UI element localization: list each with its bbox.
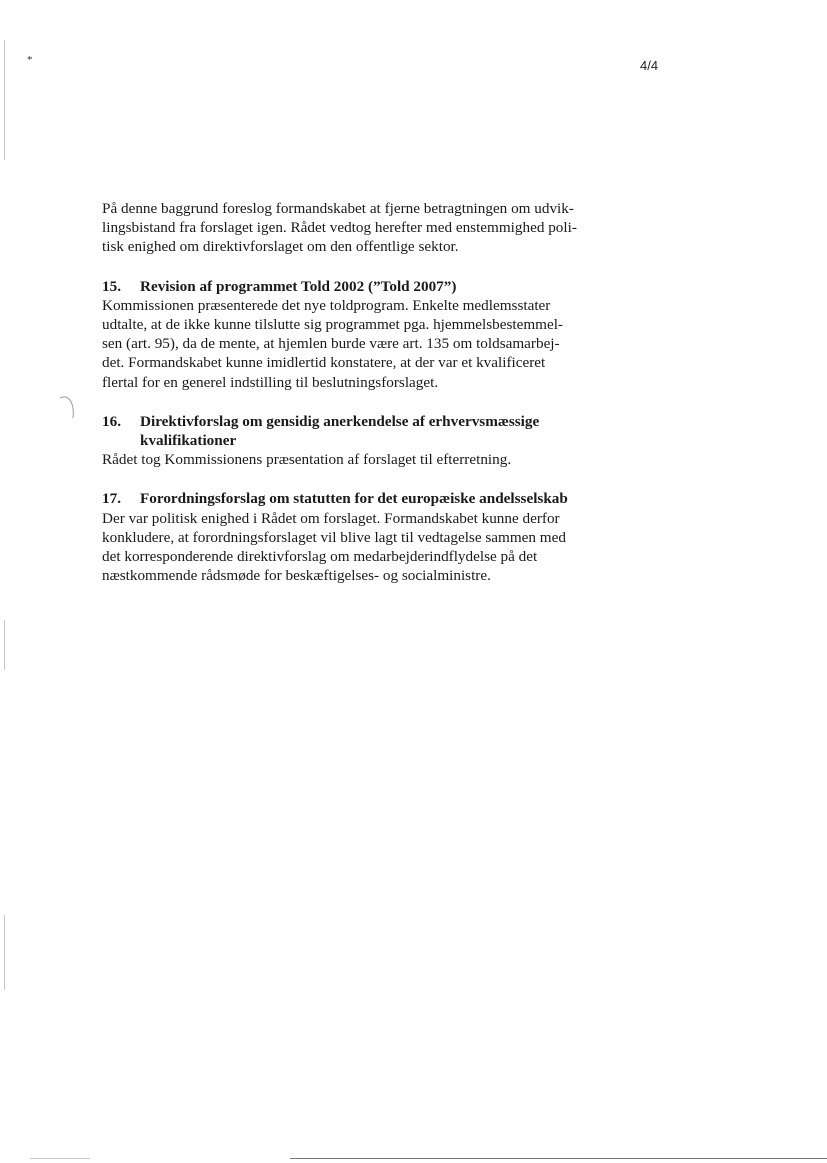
margin-pencil-mark xyxy=(58,394,78,422)
scan-bottom-line xyxy=(30,1158,90,1159)
section-16 xyxy=(102,412,610,470)
page-number: 4/4 xyxy=(640,58,659,73)
section-body: Rådet tog Kommissionens præsentation af forslaget til efterretning. xyxy=(102,451,512,469)
section-title: Forordningsforslag om statutten for det europæiske andelsselskab xyxy=(140,490,568,508)
section-17 xyxy=(102,489,610,585)
section-number: 17. xyxy=(102,490,121,508)
section-heading xyxy=(102,412,610,450)
section-body: Der var politisk enighed i Rådet om forslaget. Formandskabet kunne derfor konkludere, at forordningsforslaget vil blive lagt til vedtagelse sammen med det korresponderende direktivforslag om medarbejderindflydelse på det næstkommende rådsmøde for beskæftigelses- og socialministre. xyxy=(102,509,566,585)
scan-edge-line xyxy=(4,915,5,990)
section-number: 16. xyxy=(102,412,121,430)
section-body: Kommissionen præsenterede det nye toldprogram. Enkelte medlemsstater udtalte, at de ikke kunne tilslutte sig programmet pga. hjemmelsbestemmel- sen (art. 95), da de mente, at hjemlen burde være art. 135 om toldsamarbej- det. Formandskabet kunne imidlertid konstatere, at der var et kvalificeret flertal for en generel indstilling til beslutningsforslaget. xyxy=(102,296,563,391)
scan-bottom-line xyxy=(290,1158,827,1159)
section-heading xyxy=(102,489,610,508)
scan-speck-mark: * xyxy=(27,54,33,66)
scan-edge-line xyxy=(4,620,5,670)
scan-edge-line xyxy=(4,40,5,160)
section-15 xyxy=(102,277,610,392)
document-body xyxy=(102,199,610,585)
section-title: Direktivforslag om gensidig anerkendelse af erhvervsmæssige kvalifikationer xyxy=(140,412,540,450)
intro-paragraph: På denne baggrund foreslog formandskabet at fjerne betragtningen om udvik- lingsbistand fra forslaget igen. Rådet vedtog herefter med enstemmighed poli- tisk enighed om direktivforslaget om den offentlige sektor. xyxy=(102,200,577,256)
section-number: 15. xyxy=(102,277,121,295)
section-heading xyxy=(102,277,610,296)
section-title: Revision af programmet Told 2002 (”Told 2007”) xyxy=(140,277,457,295)
